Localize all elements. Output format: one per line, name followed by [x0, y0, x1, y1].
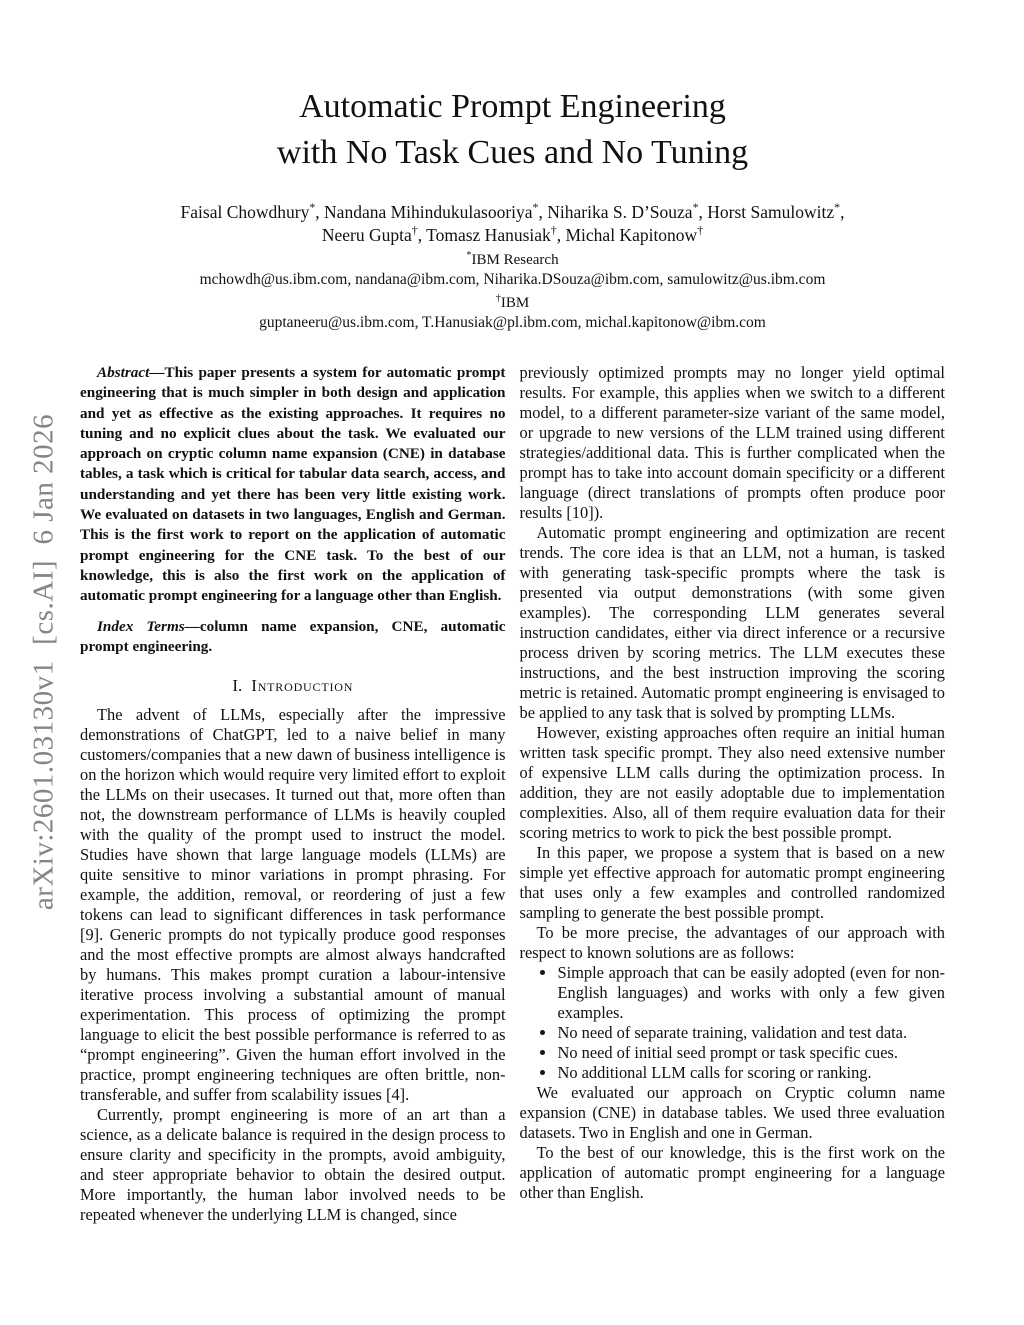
author-emails-1: mchowdh@us.ibm.com, nandana@ibm.com, Niharika.DSouza@ibm.com, samulowitz@us.ibm.com — [199, 271, 826, 288]
authors-line-1 — [80, 201, 945, 224]
author-name: Michal Kapitonow — [565, 225, 698, 245]
list-item: • No additional LLM calls for scoring or ranking. — [557, 1063, 946, 1083]
paragraph: In this paper, we propose a system that is based on a new simple yet effective approach for automatic prompt engineering that uses only a few examples and controlled randomized sampling to generate the best possible prompt. — [519, 843, 945, 922]
author-mark: * — [532, 200, 539, 215]
affiliation-mark: * — [466, 250, 472, 261]
author-separator: , — [840, 202, 845, 222]
paragraph: The advent of LLMs, especially after the impressive demonstrations of ChatGPT, led to a naive belief in many customers/companies that a new dawn of business intelligence is on the horizon which would require very limited effort to exploit the LLMs on their usecases. It turned out that, more often than not, the downstream performance of LLMs is heavily coupled with the quality of the prompt used to instruct the model. Studies have shown that large language models (LLMs) are quite sensitive to minor variations in prompt phrasing. For example, the addition, removal, or reordering of just a few tokens can lead to significant differences in task performance [9]. Generic prompts do not typically produce good responses and the most effective prompts are almost always handcrafted by humans. This makes prompt curation a labour-intensive iterative process involving a substantial amount of manual experimentation. This process of optimizing the prompt language to elicit the best possible performance is referred to as “prompt engineering”. Given the human effort involved in the practice, prompt engineering techniques are often brittle, non-transferable, and suffer from scalability issues [4]. — [80, 705, 506, 1105]
author-mark: * — [692, 200, 699, 215]
affiliation-mark: † — [495, 293, 501, 304]
author-name: Niharika S. D’Souza — [547, 202, 693, 222]
paragraph: We evaluated our approach on Cryptic column name expansion (CNE) in database tables. We used three evaluation datasets. Two in English and one in German. — [519, 1083, 945, 1142]
abstract-label: Abstract— — [97, 364, 165, 381]
author-name: Faisal Chowdhury — [180, 202, 310, 222]
author-name: Tomasz Hanusiak — [426, 225, 551, 245]
index-terms-label: Index Terms— — [97, 617, 200, 635]
list-item: • No need of initial seed prompt or task specific cues. — [557, 1043, 946, 1063]
author-mark: † — [550, 223, 557, 238]
authors-line-2 — [80, 224, 945, 247]
author-emails-2: guptaneeru@us.ibm.com, T.Hanusiak@pl.ibm.com, michal.kapitonow@ibm.com — [259, 314, 766, 331]
section-heading-introduction — [80, 676, 506, 696]
abstract-paragraph — [80, 363, 506, 607]
paper-title-line-1: Automatic Prompt Engineering — [299, 88, 726, 125]
author-separator: , — [315, 202, 325, 222]
paragraph: To be more precise, the advantages of our approach with respect to known solutions are as follows: — [519, 923, 945, 962]
list-item: • Simple approach that can be easily adopted (even for non-English languages) and works with only a few given examples. — [557, 963, 946, 1023]
paragraph: However, existing approaches often require an initial human written task specific prompt. They also need extensive number of expensive LLM calls during the optimization process. In addition, they are not easily adoptable due to implementation complexities. Also, all of them require evaluation data for their scoring metrics to work to pick the best possible prompt. — [519, 723, 945, 842]
author-mark: * — [834, 200, 841, 215]
paragraph: Currently, prompt engineering is more of an art than a science, as a delicate balance is required in the design process to ensure clarity and specificity in the prompts, avoid ambiguity, and steer appropriate behavior to obtain the desired output. More importantly, the human labor involved needs to be repeated whenever the underlying LLM is changed, since — [80, 1105, 506, 1225]
author-name: Nandana Mihindukulasooriya — [324, 202, 533, 222]
advantages-list — [520, 963, 946, 1083]
abstract-text: This paper presents a system for automatic prompt engineering that is much simpler in both design and application and yet as effective as the existing approaches. It requires no tuning and no explicit clues about the task. We evaluated our approach on cryptic column name expansion (CNE) in database tables, a task which is critical for tabular data search, access, and understanding and yet there has been very little existing work. We evaluated on datasets in two languages, English and German. This is the first work to report on the application of automatic prompt engineering for the CNE task. To the best of our knowledge, this is also the first work on the application of automatic prompt engineering for a language other than English. — [80, 364, 506, 605]
list-item: • No need of separate training, validation and test data. — [557, 1023, 946, 1043]
affiliation-ibm — [80, 293, 945, 313]
affiliation-name: IBM Research — [471, 252, 559, 268]
author-name: Horst Samulowitz — [707, 202, 835, 222]
paper-header — [80, 84, 945, 333]
left-column — [80, 363, 506, 1225]
paper-title — [80, 84, 945, 176]
right-column — [520, 363, 946, 1225]
author-mark: † — [697, 223, 704, 238]
author-separator: , — [417, 225, 427, 245]
author-name: Neeru Gupta — [321, 225, 412, 245]
affiliation-name: IBM — [500, 295, 530, 311]
arxiv-watermark: arXiv:2601.03130v1 [cs.AI] 6 Jan 2026 — [27, 413, 60, 911]
paragraph-continuation: previously optimized prompts may no longer yield optimal results. For example, this applies when we switch to a different model, to a different parameter-size variant of the same model, or upgrade to new versions of the LLM trained using different strategies/additional data. This is further complicated when the prompt has to take into account domain specificity or a different language (direct translations of prompts often produce poor results [10]). — [519, 363, 945, 522]
author-mark: * — [309, 200, 316, 215]
index-terms-paragraph — [80, 617, 506, 658]
index-terms-text: column name expansion, CNE, automatic prompt engineering. — [80, 617, 506, 655]
paper-title-line-2: with No Task Cues and No Tuning — [276, 134, 749, 171]
section-title: Introduction — [251, 676, 354, 696]
author-separator: , — [556, 225, 566, 245]
two-column-body — [80, 363, 945, 1225]
paragraph: To the best of our knowledge, this is the first work on the application of automatic prompt engineering for a language other than English. — [519, 1143, 945, 1202]
author-mark: † — [411, 223, 418, 238]
author-separator: , — [538, 202, 548, 222]
section-number: I. — [232, 676, 243, 696]
author-separator: , — [698, 202, 708, 222]
paragraph: Automatic prompt engineering and optimization are recent trends. The core idea is that an LLM, not a human, is tasked with generating task-specific prompts where the task is presented via output demonstrations (with some given examples). The corresponding LLM generates several instruction candidates, either via direct inference or a recursive process driven by scoring metrics. The LLM executes these instructions, and the best instruction improving the scoring metric is retained. Automatic prompt engineering is envisaged to be applied to any task that is solved by prompting LLMs. — [519, 523, 945, 722]
affiliation-ibm-research — [80, 250, 945, 270]
